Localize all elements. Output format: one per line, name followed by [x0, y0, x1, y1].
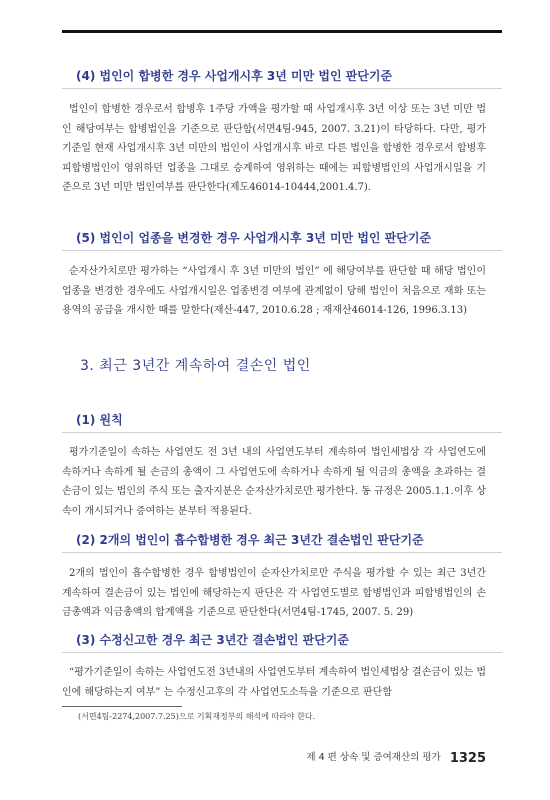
section-4-heading-text: (4) 법인이 합병한 경우 사업개시후 3년 미만 법인 판단기준 — [76, 69, 393, 83]
page-number: 1325 — [449, 751, 486, 766]
subsection-1-heading — [62, 410, 502, 433]
footnote: (서면4팀-2274,2007.7.25)으로 기획재정부의 해석에 따라야 한다. — [78, 712, 316, 721]
footnote-rule — [62, 706, 182, 707]
subsection-3-body: “평가기준일이 속하는 사업연도전 3년내의 사업연도부터 계속하여 법인세법상 결손금이 있는 법인에 해당하는지 여부” 는 수정신고후의 각 사업연도소득을 기준으로 판단함 — [62, 667, 486, 698]
section-5-body: 순자산가치로만 평가하는 “사업개시 후 3년 미만의 법인” 에 해당여부를 판단할 때 해당 법인이 업종을 변경한 경우에도 사업개시일은 업종변경 여부에 관계없이 당해 법인이 처음으로 재화 또는 용역의 공급을 개시한 때를 말한다(재산-447, 2010.6.28 ; 재재산46014-126, 1996.3.13) — [62, 266, 486, 316]
chapter-heading: 3. 최근 3년간 계속하여 결손인 법인 — [80, 358, 311, 374]
section-5-heading-text: (5) 법인이 업종을 변경한 경우 사업개시후 3년 미만 법인 판단기준 — [76, 231, 432, 245]
section-4-body: 법인이 합병한 경우로서 합병후 1주당 가액을 평가할 때 사업개시후 3년 이상 또는 3년 미만 법인 해당여부는 합병법인을 기준으로 판단함(서면4팀-945, 2007. 3.21)이 타당하다. 다만, 평가기준일 현재 사업개시후 3년 미만의 법인이 사업개시후 바로 다른 법인을 합병한 경우로서 합병후 피합병법인이 영위하던 업종을 그대로 승계하여 영위하는 때에는 피합병법인의 사업개시일을 기준으로 3년 미만 법인여부를 판단한다(제도46014-10444,2001.4.7). — [62, 104, 486, 193]
subsection-2-heading-text: (2) 2개의 법인이 흡수합병한 경우 최근 3년간 결손법인 판단기준 — [76, 533, 424, 547]
subsection-2-body: 2개의 법인이 흡수합병한 경우 합병법인이 순자산가치로만 주식을 평가할 수 있는 최근 3년간 계속하여 결손금이 있는 법인에 해당하는지 판단은 각 사업연도별로 합병법인과 피합병법인의 손금총액과 익금총액의 합계액을 기준으로 판단한다(서면4팀-1745, 2007. 5. 29) — [62, 568, 486, 618]
page-footer — [306, 747, 486, 766]
footer-part-title: 제 4 편 상속 및 증여재산의 평가 — [306, 752, 441, 763]
subsection-1-body: 평가기준일이 속하는 사업연도 전 3년 내의 사업연도부터 계속하여 법인세법상 각 사업연도에 속하거나 속하게 될 손금의 총액이 그 사업연도에 속하거나 속하게 될 익금의 총액을 초과하는 결손금이 있는 법인의 주식 또는 출자지분은 순자산가치로만 평가한다. 동 규정은 2005.1.1.이후 상속이 개시되거나 증여하는 분부터 적용된다. — [62, 447, 486, 517]
subsection-2-heading — [62, 530, 502, 553]
section-4-heading — [62, 66, 502, 89]
top-rule — [62, 30, 502, 33]
subsection-3-heading-text: (3) 수정신고한 경우 최근 3년간 결손법인 판단기준 — [76, 633, 349, 647]
subsection-1-heading-text: (1) 원칙 — [76, 413, 123, 427]
section-5-heading — [62, 228, 502, 251]
subsection-3-heading — [62, 630, 502, 653]
